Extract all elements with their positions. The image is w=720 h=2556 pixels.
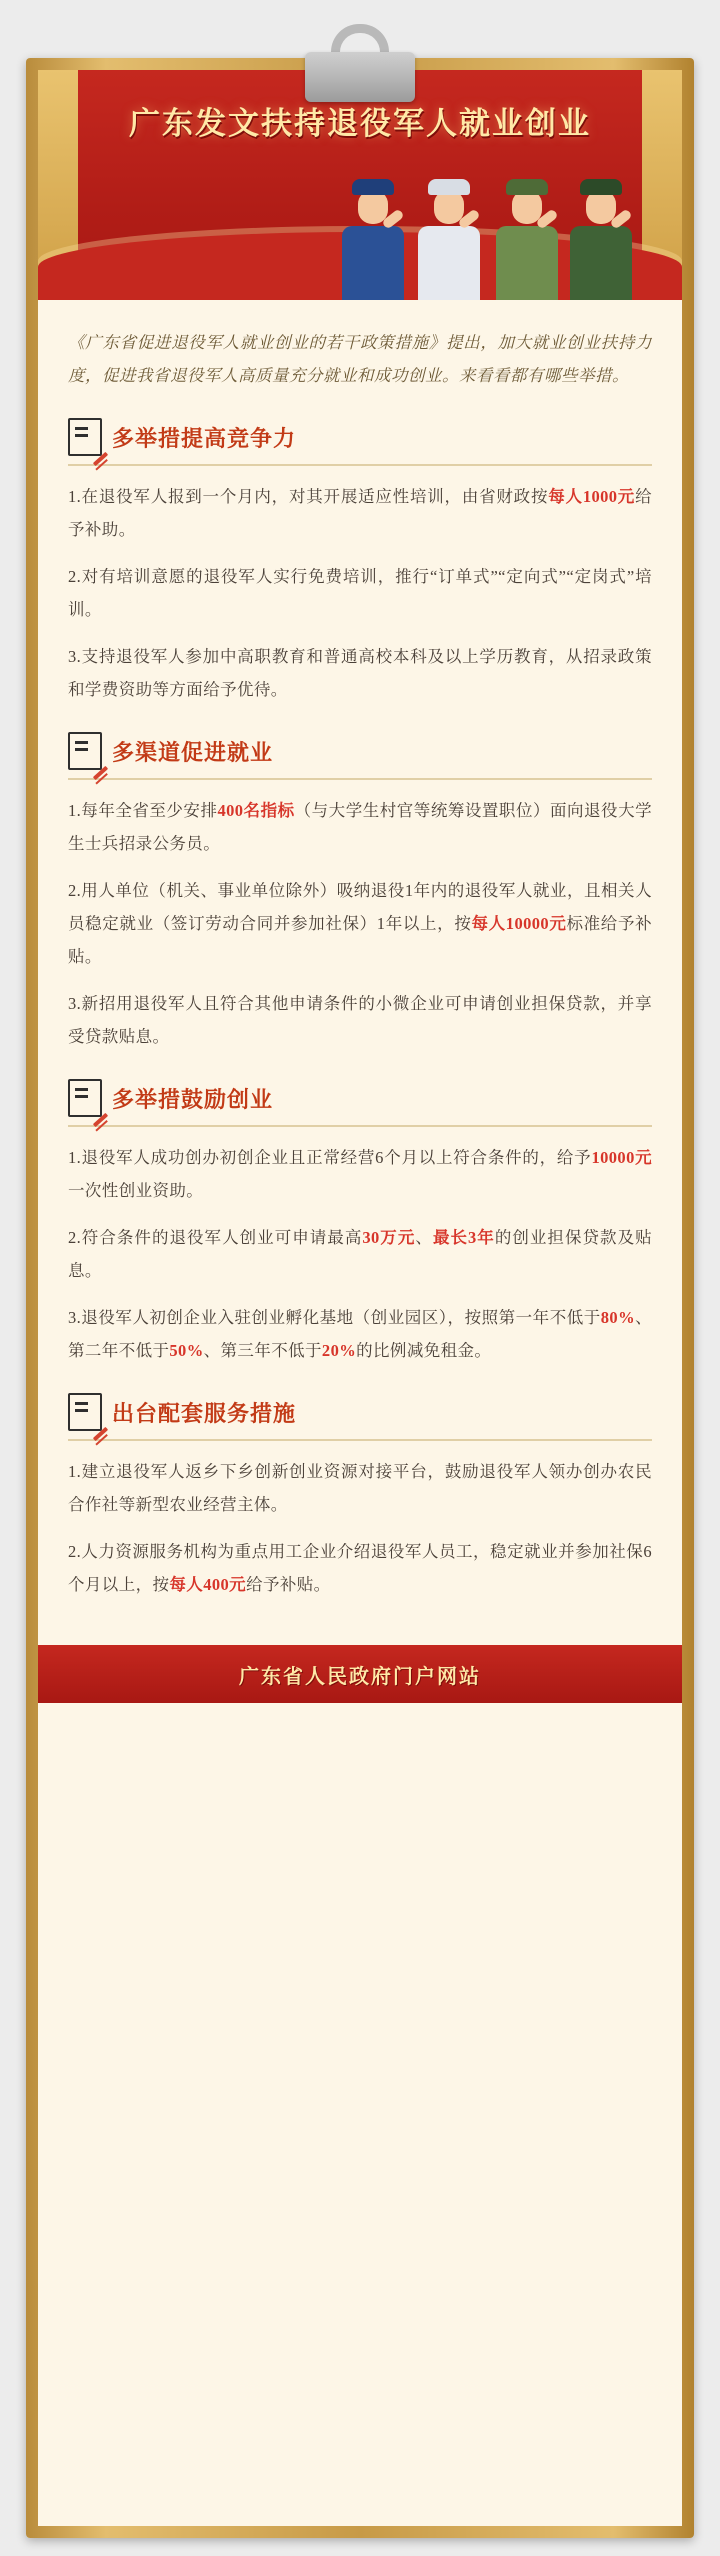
policy-text: 一次性创业资助。	[68, 1181, 204, 1200]
highlight-value: 每人400元	[169, 1575, 247, 1594]
soldier-cap	[352, 179, 394, 195]
policy-item	[68, 1301, 652, 1367]
policy-text: 2.人力资源服务机构为重点用工企业介绍退役军人员工，稳定就业并参加社保6个月以上，按	[68, 1542, 652, 1594]
highlight-value: 30万元	[362, 1228, 416, 1247]
policy-item	[68, 987, 652, 1053]
poster-footer	[38, 1645, 682, 1703]
document-pen-icon	[68, 418, 102, 456]
section-title: 出台配套服务措施	[112, 1400, 297, 1426]
policy-text: 2.对有培训意愿的退役军人实行免费培训，推行“订单式”“定向式”“定岗式”培训。	[68, 567, 652, 619]
section-header	[68, 418, 652, 466]
soldier-body	[342, 226, 404, 300]
clipboard-clip-icon	[305, 24, 415, 102]
soldiers-illustration	[312, 150, 642, 300]
soldier-cap	[506, 179, 548, 195]
section-header	[68, 1079, 652, 1127]
policy-text: 标准给予补贴。	[68, 914, 653, 966]
policy-item	[68, 1455, 652, 1521]
highlight-value: 20%	[321, 1341, 357, 1360]
soldier-army-light	[494, 190, 560, 300]
section-title: 多举措鼓励创业	[112, 1086, 274, 1112]
policy-text: 3.支持退役军人参加中高职教育和普通高校本科及以上学历教育，从招录政策和学费资助等方面给予优待。	[68, 647, 652, 699]
policy-item	[68, 874, 652, 973]
policy-text: 的比例减免租金。	[356, 1341, 492, 1360]
highlight-value: 最长3年	[432, 1228, 495, 1247]
document-pen-icon	[68, 1079, 102, 1117]
clip-body	[305, 52, 415, 102]
policy-text: 1.每年全省至少安排	[68, 801, 218, 820]
policy-text: 2.符合条件的退役军人创业可申请最高	[68, 1228, 363, 1247]
policy-item	[68, 1535, 652, 1601]
policy-text: 给予补贴。	[246, 1575, 331, 1594]
policy-text: 1.建立退役军人返乡下乡创新创业资源对接平台，鼓励退役军人领办创办农民合作社等新型农业经营主体。	[68, 1462, 652, 1514]
footer-site-name: 广东省人民政府门户网站	[239, 1665, 481, 1688]
policy-item	[68, 794, 652, 860]
document-pen-icon	[68, 732, 102, 770]
soldier-cap	[580, 179, 622, 195]
document-pen-icon	[68, 1393, 102, 1431]
soldier-army-dark	[568, 190, 634, 300]
policy-text: 给予补助。	[68, 487, 652, 539]
section-title: 多举措提高竞争力	[112, 425, 297, 451]
highlight-value: 10000元	[591, 1148, 652, 1167]
soldier-white-uniform	[416, 190, 482, 300]
highlight-value: 每人10000元	[471, 914, 567, 933]
highlight-value: 每人1000元	[548, 487, 636, 506]
policy-item	[68, 560, 652, 626]
highlight-value: 400名指标	[217, 801, 295, 820]
soldier-body	[496, 226, 558, 300]
soldier-body	[418, 226, 480, 300]
poster-content	[38, 300, 682, 1625]
highlight-value: 50%	[169, 1341, 204, 1360]
policy-text: 2.用人单位（机关、事业单位除外）吸纳退役1年内的退役军人就业，且相关人员稳定就业（签订劳动合同并参加社保）1年以上，按	[68, 881, 652, 933]
poster-header	[38, 70, 682, 300]
poster-inner	[38, 70, 682, 2526]
section-header	[68, 732, 652, 780]
policy-text: 1.退役军人成功创办初创企业且正常经营6个月以上符合条件的，给予	[68, 1148, 592, 1167]
policy-text: （与大学生村官等统筹设置职位）面向退役大学生士兵招录公务员。	[68, 801, 653, 853]
policy-item	[68, 480, 652, 546]
policy-item	[68, 1141, 652, 1207]
policy-text: 的创业担保贷款及贴息。	[68, 1228, 653, 1280]
policy-text: 、第三年不低于	[203, 1341, 322, 1360]
lede-paragraph: 《广东省促进退役军人就业创业的若干政策措施》提出，加大就业创业扶持力度，促进我省退役军人高质量充分就业和成功创业。来看看都有哪些举措。	[68, 333, 652, 385]
policy-item	[68, 1221, 652, 1287]
section-title: 多渠道促进就业	[112, 739, 274, 765]
page-title: 广东发文扶持退役军人就业创业	[129, 106, 591, 141]
policy-text: 3.新招用退役军人且符合其他申请条件的小微企业可申请创业担保贷款，并享受贷款贴息。	[68, 994, 652, 1046]
gold-frame	[26, 58, 694, 2538]
policy-text: 、第二年不低于	[68, 1308, 652, 1360]
soldier-navy	[340, 190, 406, 300]
soldier-body	[570, 226, 632, 300]
policy-text: 3.退役军人初创企业入驻创业孵化基地（创业园区），按照第一年不低于	[68, 1308, 601, 1327]
highlight-value: 80%	[600, 1308, 635, 1327]
policy-text: 1.在退役军人报到一个月内，对其开展适应性培训，由省财政按	[68, 487, 549, 506]
policy-item	[68, 640, 652, 706]
soldier-cap	[428, 179, 470, 195]
policy-text: 、	[415, 1228, 433, 1247]
section-header	[68, 1393, 652, 1441]
sections-container	[68, 418, 652, 1601]
